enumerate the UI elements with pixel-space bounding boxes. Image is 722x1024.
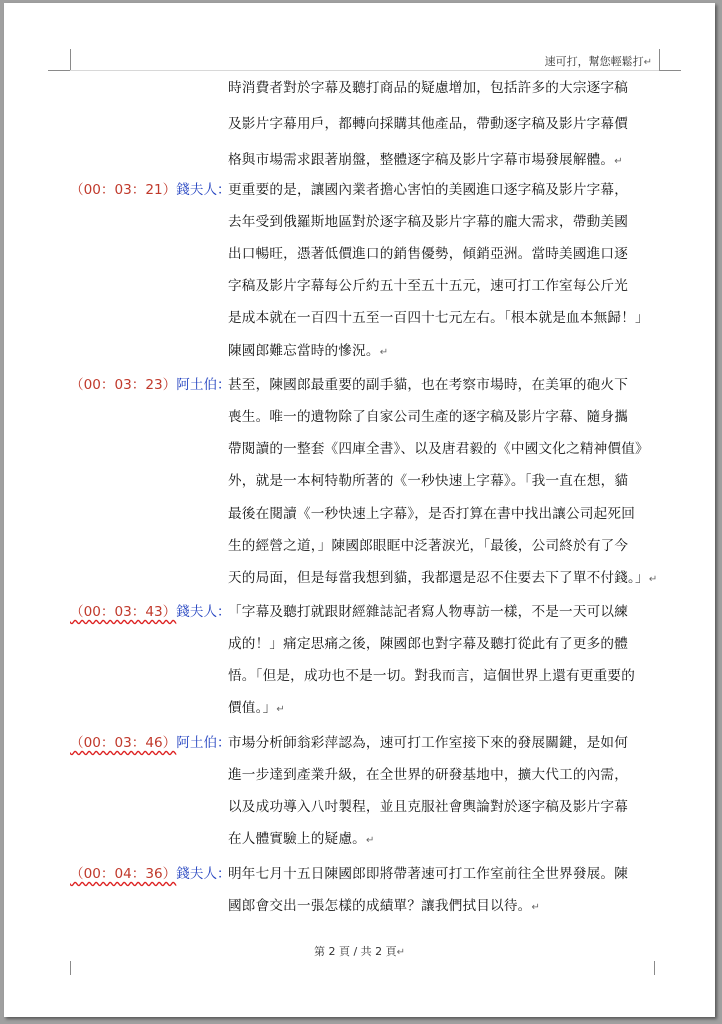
text-line: 進一步達到產業升級，在全世界的研發基地中，擴大代工的內需， [228,767,629,783]
text-line: 是成本就在一百四十五至一百四十七元左右。「根本就是血本無歸！」 [228,310,649,326]
paragraph-mark: ↵ [531,902,541,913]
text-line: 出口暢旺，憑著低價進口的銷售優勢，傾銷亞洲。當時美國進口逐 [228,246,629,262]
speaker-name: 阿土伯： [176,735,231,751]
text-line: 及影片字幕用戶，都轉向採購其他產品，帶動逐字稿及影片字幕價 [228,116,629,132]
page-header [545,53,652,69]
timestamp-with-speaker [70,599,231,625]
paragraph-mark: ↵ [276,704,285,715]
text-line: 明年七月十五日陳國郎即將帶著速可打工作室前往全世界發展。陳 [228,866,629,882]
text-line: 去年受到俄羅斯地區對於逐字稿及影片字幕的龐大需求，帶動美國 [228,214,629,230]
paragraph-mark: ↵ [643,57,652,68]
text-line: 生的經營之道，」陳國郎眼眶中泛著淚光，「最後，公司終於有了今 [228,538,629,554]
text-line: 字稿及影片字幕每公斤約五十至五十五元，速可打工作室每公斤光 [228,278,629,294]
speaker-name: 阿土伯： [176,377,231,393]
timestamp: （00：03：21） [70,182,177,198]
text-line-content: 陳國郎難忘當時的慘況。 [228,343,380,359]
text-line: 以及成功導入八吋製程，並且克服社會輿論對於逐字稿及影片字幕 [228,799,629,815]
text-line-content: 格與市場需求跟著崩盤，整體逐字稿及影片字幕市場發展解體。 [228,152,615,168]
crop-mark-bottom-right-v [654,961,655,975]
paragraph-mark: ↵ [614,156,623,167]
text-line: 悟。「但是，成功也不是一切。對我而言，這個世界上還有更重要的 [228,668,636,684]
text-line: 帶閱讀的一整套《四庫全書》、以及唐君毅的《中國文化之精神價值》 [228,441,649,457]
page-footer [4,943,715,959]
paragraph-mark: ↵ [396,947,406,958]
text-line: 甚至，陳國郎最重要的副手貓，也在考察市場時，在美軍的砲火下 [228,377,629,393]
text-line [228,893,540,919]
paragraph-mark: ↵ [379,347,389,358]
crop-mark-top-left-v [70,49,71,71]
header-text: 速可打，幫您輕鬆打 [544,55,644,68]
speaker-name: 錢夫人： [176,866,231,882]
timestamp: （00：03：46） [70,735,177,751]
page-number: 第 2 頁 / 共 2 頁 [313,945,397,958]
text-line: 更重要的是，讓國內業者擔心害怕的美國進口逐字稿及影片字幕， [228,182,629,198]
text-line [228,695,285,721]
crop-mark-top-right-v [659,49,660,71]
timestamp-with-speaker [70,861,231,887]
text-line [228,826,375,852]
crop-mark-top-right-h [659,70,681,71]
timestamp: （00：03：23） [70,377,177,393]
speaker-name: 錢夫人： [176,604,231,620]
timestamp-with-speaker [70,177,231,203]
text-line: 成的！」痛定思痛之後，陳國郎也對字幕及聽打從此有了更多的體 [228,636,629,652]
timestamp: （00：04：36） [70,866,177,882]
text-line-content: 天的局面，但是每當我想到貓，我都還是忍不住要去下了單不付錢。」 [228,570,649,586]
timestamp-with-speaker [70,730,231,756]
timestamp: （00：03：43） [70,604,177,620]
text-line-content: 在人體實驗上的疑慮。 [228,831,366,847]
speaker-name: 錢夫人： [176,182,231,198]
text-line [228,147,623,173]
text-line: 「字幕及聽打就跟財經雜誌記者寫人物專訪一樣，不是一天可以練 [228,604,629,620]
crop-mark-bottom-left-v [70,961,71,975]
text-line: 外，就是一本柯特勒所著的《一秒快速上字幕》。「我一直在想，貓 [228,473,629,489]
text-line: 市場分析師翁彩萍認為，速可打工作室接下來的發展關鍵，是如何 [228,735,629,751]
text-line: 最後在閱讀《一秒快速上字幕》，是否打算在書中找出讓公司起死回 [228,506,636,522]
text-line-content: 國郎會交出一張怎樣的成績單？讓我們拭目以待。 [228,898,532,914]
text-line [228,565,657,591]
text-line: 喪生。唯一的遺物除了自家公司生產的逐字稿及影片字幕、隨身攜 [228,409,629,425]
text-line [228,338,388,364]
document-page [4,3,715,1017]
timestamp-with-speaker [70,372,231,398]
header-divider [70,70,659,71]
text-line-content: 價值。」 [228,700,277,716]
text-line: 時消費者對於字幕及聽打商品的疑慮增加，包括許多的大宗逐字稿 [228,80,629,96]
crop-mark-top-left-h [48,70,70,71]
paragraph-mark: ↵ [648,574,658,585]
paragraph-mark: ↵ [365,835,375,846]
